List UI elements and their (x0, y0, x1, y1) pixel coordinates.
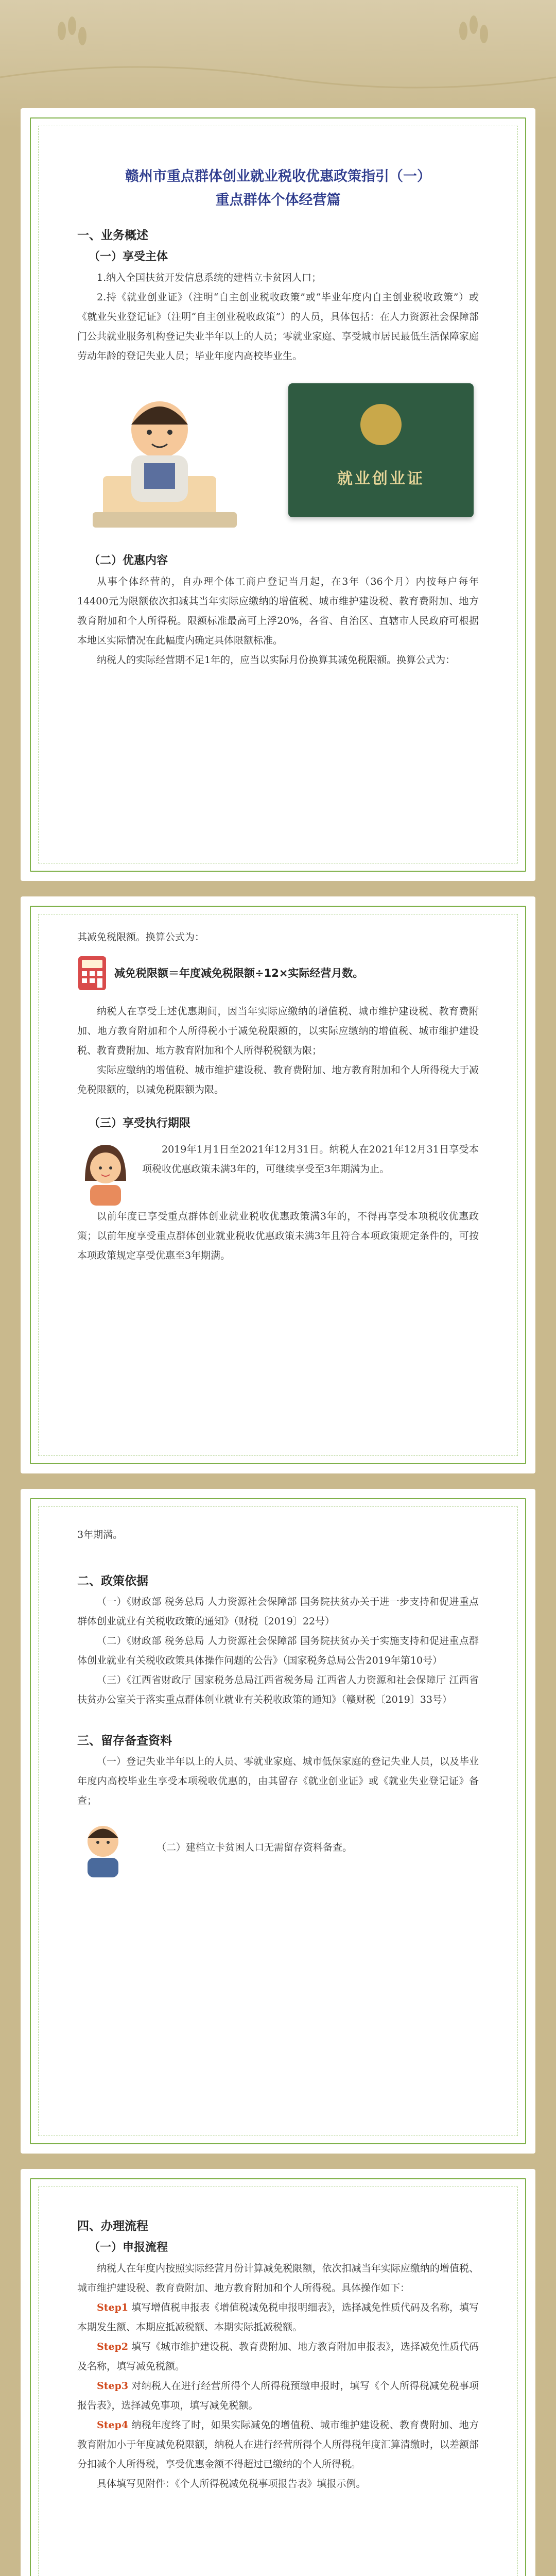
policy-basis-2: （二）《财政部 税务总局 人力资源社会保障部 国务院扶贫办关于实施支持和促进重点群体创业就业有关税收政策具体操作问题的公告》（国家税务总局公告2019年第10号） (77, 1635, 479, 1666)
man-avatar-icon (77, 1817, 129, 1878)
man-avatar-icon (82, 373, 257, 538)
woman-avatar-icon (77, 1140, 134, 1207)
step-label: Step3 (97, 2380, 129, 2392)
section-heading: 四、办理流程 (77, 2219, 148, 2233)
card-4 (21, 2169, 535, 2576)
employment-card-icon (288, 383, 474, 517)
step-label: Step4 (97, 2419, 129, 2431)
subsection-heading: （三）享受执行期限 (89, 1117, 191, 1130)
employment-card-title: 就业创业证 (337, 470, 425, 488)
paragraph: 纳税人在年度内按照实际经营月份计算减免税限额，依次扣减当年实际应缴纳的增值税、城市维护建设税、教育费附加、地方教育附加和个人所得税。具体操作如下： (77, 2263, 479, 2294)
paragraph-continued: 其减免税限额。换算公式为： (77, 931, 205, 943)
step-2: Step2 填写《城市维护建设税、教育费附加、地方教育附加申报表》，选择减免性质代码及名称，填写减免税额。 (77, 2341, 479, 2372)
step-label: Step2 (97, 2341, 129, 2352)
paragraph: 具体填写见附件：《个人所得税减免税事项报告表》填报示例。 (97, 2478, 366, 2489)
illustration (77, 373, 479, 543)
paragraph: 1.纳入全国扶贫开发信息系统的建档立卡贫困人口； (97, 272, 322, 283)
paragraph: 以前年度已享受重点群体创业就业税收优惠政策满3年的，不得再享受本项税收优惠政策；以前年度享受重点群体创业就业税收优惠政策未满3年且符合本项政策规定条件的，可按本项政策规定享受优惠至3年期满。 (77, 1211, 479, 1261)
subsection-heading: （一）享受主体 (89, 250, 168, 263)
subsection-heading: （一）申报流程 (89, 2241, 168, 2254)
paragraph: 2019年1月1日至2021年12月31日。纳税人在2021年12月31日享受本项税收优惠政策未满3年的，可继续享受至3年期满为止。 (142, 1144, 479, 1175)
card-1 (21, 108, 535, 881)
paragraph: （二）建档立卡贫困人口无需留存资料备查。 (157, 1842, 353, 1853)
paragraph: 纳税人在享受上述优惠期间，因当年实际应缴纳的增值税、城市维护建设税、教育费附加、地方教育附加和个人所得税小于减免税限额的，以实际应缴纳的增值税、城市维护建设税、教育费附加、地方教育附加和个人所得税税额为限； (77, 1006, 479, 1056)
policy-basis-3: （三）《江西省财政厅 国家税务总局江西省税务局 江西省人力资源和社会保障厅 江西省扶贫办公室关于落实重点群体创业就业有关税收政策的通知》（赣财税〔2019〕33号） (77, 1674, 479, 1705)
policy-basis-1: （一）《财政部 税务总局 人力资源社会保障部 国务院扶贫办关于进一步支持和促进重点群体创业就业有关税收政策的通知》（财税〔2019〕22号） (77, 1596, 479, 1627)
paragraph: 2.持《就业创业证》（注明“自主创业税收政策”或“毕业年度内自主创业税收政策”）或《就业失业登记证》（注明“自主创业税收政策”）的人员，具体包括：在人力资源社会保障部门公共就业服务机构登记失业半年以上的人员；零就业家庭、享受城市居民最低生活保障家庭劳动年龄的登记失业人员；毕业年度内高校毕业生。 (77, 292, 479, 362)
section-heading: 二、政策依据 (77, 1574, 148, 1588)
page-title: 赣州市重点群体创业就业税收优惠政策指引（一） (125, 168, 431, 184)
step-4: Step4 纳税年度终了时，如果实际减免的增值税、城市维护建设税、教育费附加、地方教育附加小于年度减免税限额，纳税人在进行经营所得个人所得税年度汇算清缴时，以差额部分扣减个人所得税，享受优惠金额不得超过已缴纳的个人所得税。 (77, 2419, 479, 2470)
page-subtitle: 重点群体个体经营篇 (215, 192, 341, 208)
section-heading: 三、留存备查资料 (77, 1734, 172, 1748)
calculator-icon (77, 955, 107, 991)
card-2 (21, 896, 535, 1473)
card-3 (21, 1489, 535, 2154)
paragraph: 实际应缴纳的增值税、城市维护建设税、教育费附加、地方教育附加和个人所得税大于减免税限额的，以减免税限额为限。 (77, 1064, 479, 1095)
paragraph: 从事个体经营的，自办理个体工商户登记当月起，在3年（36个月）内按每户每年14400元为限额依次扣减其当年实际应缴纳的增值税、城市维护建设税、教育费附加、地方教育附加和个人所得税。限额标准最高可上浮20%，各省、自治区、直辖市人民政府可根据本地区实际情况在此幅度内确定具体限额标准。 (77, 576, 479, 646)
step-1: Step1 填写增值税申报表《增值税减免税申报明细表》，选择减免性质代码及名称，填写本期发生额、本期应抵减税额、本期实际抵减税额。 (77, 2302, 479, 2333)
formula: 减免税限额＝年度减免税限额÷12×实际经营月数。 (114, 967, 364, 979)
step-label: Step1 (97, 2302, 129, 2313)
paragraph: 纳税人的实际经营期不足1年的，应当以实际月份换算其减免税限额。换算公式为： (97, 654, 456, 666)
paragraph: （一）登记失业半年以上的人员、零就业家庭、城市低保家庭的登记失业人员，以及毕业年度内高校毕业生享受本项税收优惠的，由其留存《就业创业证》或《就业失业登记证》备查； (77, 1756, 479, 1806)
subsection-heading: （二）优惠内容 (89, 554, 168, 567)
section-heading: 一、业务概述 (77, 229, 148, 242)
step-3: Step3 对纳税人在进行经营所得个人所得税预缴申报时，填写《个人所得税减免税事项报告表》，选择减免事项，填写减免税额。 (77, 2380, 479, 2411)
paragraph-continued: 3年期满。 (77, 1529, 123, 1540)
